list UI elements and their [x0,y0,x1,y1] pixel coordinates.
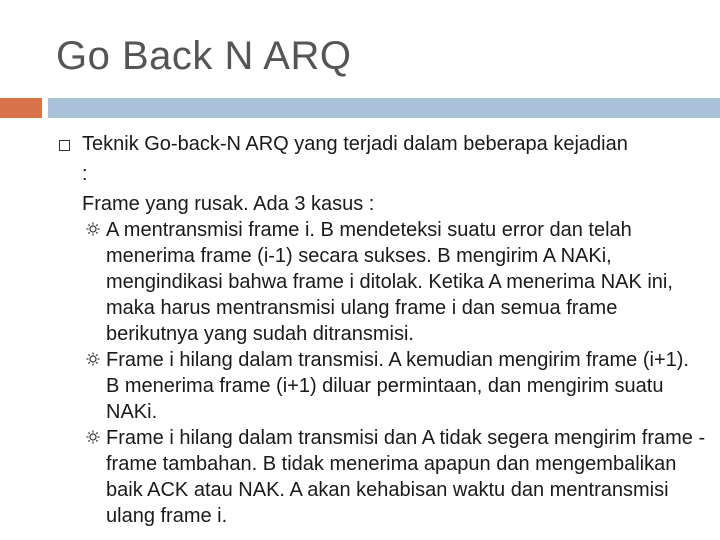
square-outline-icon [59,140,70,151]
sub-bullet [56,347,706,425]
accent-bar-blue [48,98,720,118]
sub-bullet-text: Frame i hilang dalam transmisi. A kemudian mengirim frame (i+1). B menerima frame (i+1) diluar permintaan, dan mengirim suatu NAKi. [106,349,689,423]
sub-bullet [56,217,706,347]
sun-icon [86,430,100,444]
sub-bullet [56,425,706,529]
slide-body [56,131,706,529]
accent-bar-orange [0,98,42,118]
bullet-text-line: Frame yang rusak. Ada 3 kasus : [82,193,375,215]
sun-icon [86,222,100,236]
sun-icon [86,352,100,366]
bullet-text-line: Teknik Go-back-N ARQ yang terjadi dalam beberapa kejadian [82,133,628,155]
sub-bullet-text: A mentransmisi frame i. B mendeteksi suatu error dan telah menerima frame (i-1) secara sukses. B mengirim A NAKi, mengindikasi bahwa frame i ditolak. Ketika A menerima NAK ini, maka harus mentransmisi ulang frame i dan semua frame berikutnya yang sudah ditransmisi. [106,219,673,345]
bullet-level1 [56,131,706,217]
bullet-text-line: : [82,163,88,185]
sub-bullet-text: Frame i hilang dalam transmisi dan A tidak segera mengirim frame -frame tambahan. B tidak menerima apapun dan mengembalikan baik ACK atau NAK. A akan kehabisan waktu dan mentransmisi ulang frame i. [106,427,706,527]
slide-title: Go Back N ARQ [56,34,352,78]
